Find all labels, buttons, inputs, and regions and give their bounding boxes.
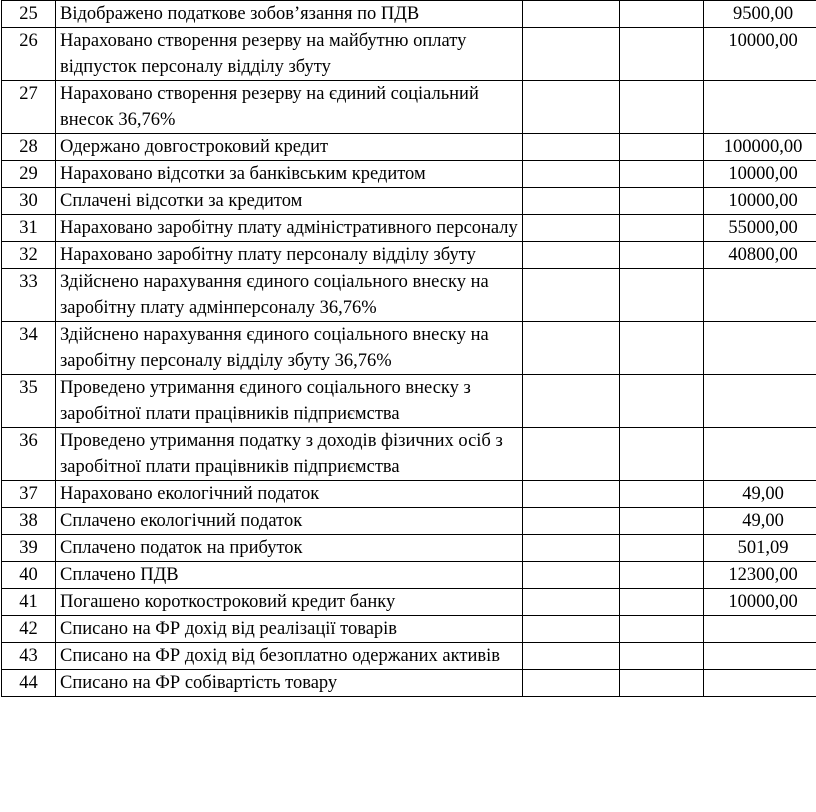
entry-number: 28 bbox=[2, 134, 56, 161]
table-row bbox=[2, 322, 816, 375]
amount-cell: 10000,00 bbox=[704, 589, 816, 616]
debit-account-cell bbox=[523, 188, 620, 215]
table-row bbox=[2, 481, 816, 508]
debit-account-cell bbox=[523, 643, 620, 670]
entry-description: Сплачено ПДВ bbox=[56, 562, 523, 589]
entry-number: 38 bbox=[2, 508, 56, 535]
debit-account-cell bbox=[523, 670, 620, 697]
amount-cell: 49,00 bbox=[704, 508, 816, 535]
credit-account-cell bbox=[620, 81, 704, 134]
credit-account-cell bbox=[620, 375, 704, 428]
table-row bbox=[2, 81, 816, 134]
credit-account-cell bbox=[620, 134, 704, 161]
debit-account-cell bbox=[523, 481, 620, 508]
table-row bbox=[2, 535, 816, 562]
entry-description: Списано на ФР дохід від реалізації товарів bbox=[56, 616, 523, 643]
entry-description: Списано на ФР собівартість товару bbox=[56, 670, 523, 697]
entry-number: 35 bbox=[2, 375, 56, 428]
entry-number: 34 bbox=[2, 322, 56, 375]
debit-account-cell bbox=[523, 81, 620, 134]
entry-description: Нараховано екологічний податок bbox=[56, 481, 523, 508]
debit-account-cell bbox=[523, 269, 620, 322]
table-row bbox=[2, 670, 816, 697]
journal-entries-table bbox=[1, 0, 816, 697]
amount-cell: 10000,00 bbox=[704, 28, 816, 81]
entry-description: Проведено утримання податку з доходів фізичних осіб з заробітної плати працівників підприємства bbox=[56, 428, 523, 481]
entry-description: Здійснено нарахування єдиного соціального внеску на заробітну плату адмінперсоналу 36,76% bbox=[56, 269, 523, 322]
table-row bbox=[2, 589, 816, 616]
table-row bbox=[2, 134, 816, 161]
entry-number: 43 bbox=[2, 643, 56, 670]
table-row bbox=[2, 161, 816, 188]
entry-number: 31 bbox=[2, 215, 56, 242]
credit-account-cell bbox=[620, 322, 704, 375]
table-row bbox=[2, 269, 816, 322]
table-row bbox=[2, 28, 816, 81]
amount-cell: 501,09 bbox=[704, 535, 816, 562]
entry-description: Проведено утримання єдиного соціального внеску з заробітної плати працівників підприємства bbox=[56, 375, 523, 428]
amount-cell: 49,00 bbox=[704, 481, 816, 508]
entry-description: Сплачено податок на прибуток bbox=[56, 535, 523, 562]
table-row bbox=[2, 242, 816, 269]
debit-account-cell bbox=[523, 161, 620, 188]
debit-account-cell bbox=[523, 322, 620, 375]
credit-account-cell bbox=[620, 215, 704, 242]
debit-account-cell bbox=[523, 1, 620, 28]
table-row bbox=[2, 188, 816, 215]
table-row bbox=[2, 428, 816, 481]
credit-account-cell bbox=[620, 188, 704, 215]
debit-account-cell bbox=[523, 589, 620, 616]
amount-cell bbox=[704, 670, 816, 697]
credit-account-cell bbox=[620, 670, 704, 697]
entry-number: 42 bbox=[2, 616, 56, 643]
debit-account-cell bbox=[523, 375, 620, 428]
credit-account-cell bbox=[620, 535, 704, 562]
table-row bbox=[2, 616, 816, 643]
credit-account-cell bbox=[620, 428, 704, 481]
entry-description: Нараховано створення резерву на єдиний соціальний внесок 36,76% bbox=[56, 81, 523, 134]
debit-account-cell bbox=[523, 616, 620, 643]
entry-description: Відображено податкове зобов’язання по ПДВ bbox=[56, 1, 523, 28]
amount-cell bbox=[704, 322, 816, 375]
table-row bbox=[2, 1, 816, 28]
entry-description: Сплачені відсотки за кредитом bbox=[56, 188, 523, 215]
amount-cell: 10000,00 bbox=[704, 188, 816, 215]
entry-description: Нараховано створення резерву на майбутню оплату відпусток персоналу відділу збуту bbox=[56, 28, 523, 81]
entry-number: 33 bbox=[2, 269, 56, 322]
entry-description: Сплачено екологічний податок bbox=[56, 508, 523, 535]
table-row bbox=[2, 562, 816, 589]
entry-description: Нараховано заробітну плату адміністративного персоналу bbox=[56, 215, 523, 242]
credit-account-cell bbox=[620, 589, 704, 616]
credit-account-cell bbox=[620, 1, 704, 28]
entry-number: 36 bbox=[2, 428, 56, 481]
debit-account-cell bbox=[523, 535, 620, 562]
amount-cell bbox=[704, 616, 816, 643]
amount-cell: 40800,00 bbox=[704, 242, 816, 269]
debit-account-cell bbox=[523, 215, 620, 242]
debit-account-cell bbox=[523, 28, 620, 81]
entry-number: 32 bbox=[2, 242, 56, 269]
entry-number: 40 bbox=[2, 562, 56, 589]
amount-cell bbox=[704, 375, 816, 428]
table-row bbox=[2, 508, 816, 535]
credit-account-cell bbox=[620, 269, 704, 322]
credit-account-cell bbox=[620, 616, 704, 643]
entry-description: Погашено короткостроковий кредит банку bbox=[56, 589, 523, 616]
credit-account-cell bbox=[620, 161, 704, 188]
amount-cell: 9500,00 bbox=[704, 1, 816, 28]
entry-number: 39 bbox=[2, 535, 56, 562]
amount-cell: 100000,00 bbox=[704, 134, 816, 161]
amount-cell bbox=[704, 643, 816, 670]
entry-description: Нараховано відсотки за банківським кредитом bbox=[56, 161, 523, 188]
entry-description: Нараховано заробітну плату персоналу відділу збуту bbox=[56, 242, 523, 269]
credit-account-cell bbox=[620, 481, 704, 508]
entry-description: Списано на ФР дохід від безоплатно одержаних активів bbox=[56, 643, 523, 670]
table-body bbox=[2, 1, 816, 697]
amount-cell: 12300,00 bbox=[704, 562, 816, 589]
amount-cell bbox=[704, 269, 816, 322]
debit-account-cell bbox=[523, 428, 620, 481]
entry-number: 37 bbox=[2, 481, 56, 508]
table-row bbox=[2, 643, 816, 670]
debit-account-cell bbox=[523, 242, 620, 269]
amount-cell bbox=[704, 81, 816, 134]
entry-number: 29 bbox=[2, 161, 56, 188]
credit-account-cell bbox=[620, 242, 704, 269]
entry-description: Здійснено нарахування єдиного соціального внеску на заробітну персоналу відділу збуту 36,76% bbox=[56, 322, 523, 375]
credit-account-cell bbox=[620, 562, 704, 589]
entry-number: 25 bbox=[2, 1, 56, 28]
entry-number: 26 bbox=[2, 28, 56, 81]
entry-number: 44 bbox=[2, 670, 56, 697]
credit-account-cell bbox=[620, 28, 704, 81]
amount-cell: 55000,00 bbox=[704, 215, 816, 242]
amount-cell: 10000,00 bbox=[704, 161, 816, 188]
table-row bbox=[2, 375, 816, 428]
debit-account-cell bbox=[523, 508, 620, 535]
entry-number: 30 bbox=[2, 188, 56, 215]
entry-number: 41 bbox=[2, 589, 56, 616]
credit-account-cell bbox=[620, 508, 704, 535]
credit-account-cell bbox=[620, 643, 704, 670]
debit-account-cell bbox=[523, 562, 620, 589]
entry-description: Одержано довгостроковий кредит bbox=[56, 134, 523, 161]
entry-number: 27 bbox=[2, 81, 56, 134]
amount-cell bbox=[704, 428, 816, 481]
debit-account-cell bbox=[523, 134, 620, 161]
table-row bbox=[2, 215, 816, 242]
